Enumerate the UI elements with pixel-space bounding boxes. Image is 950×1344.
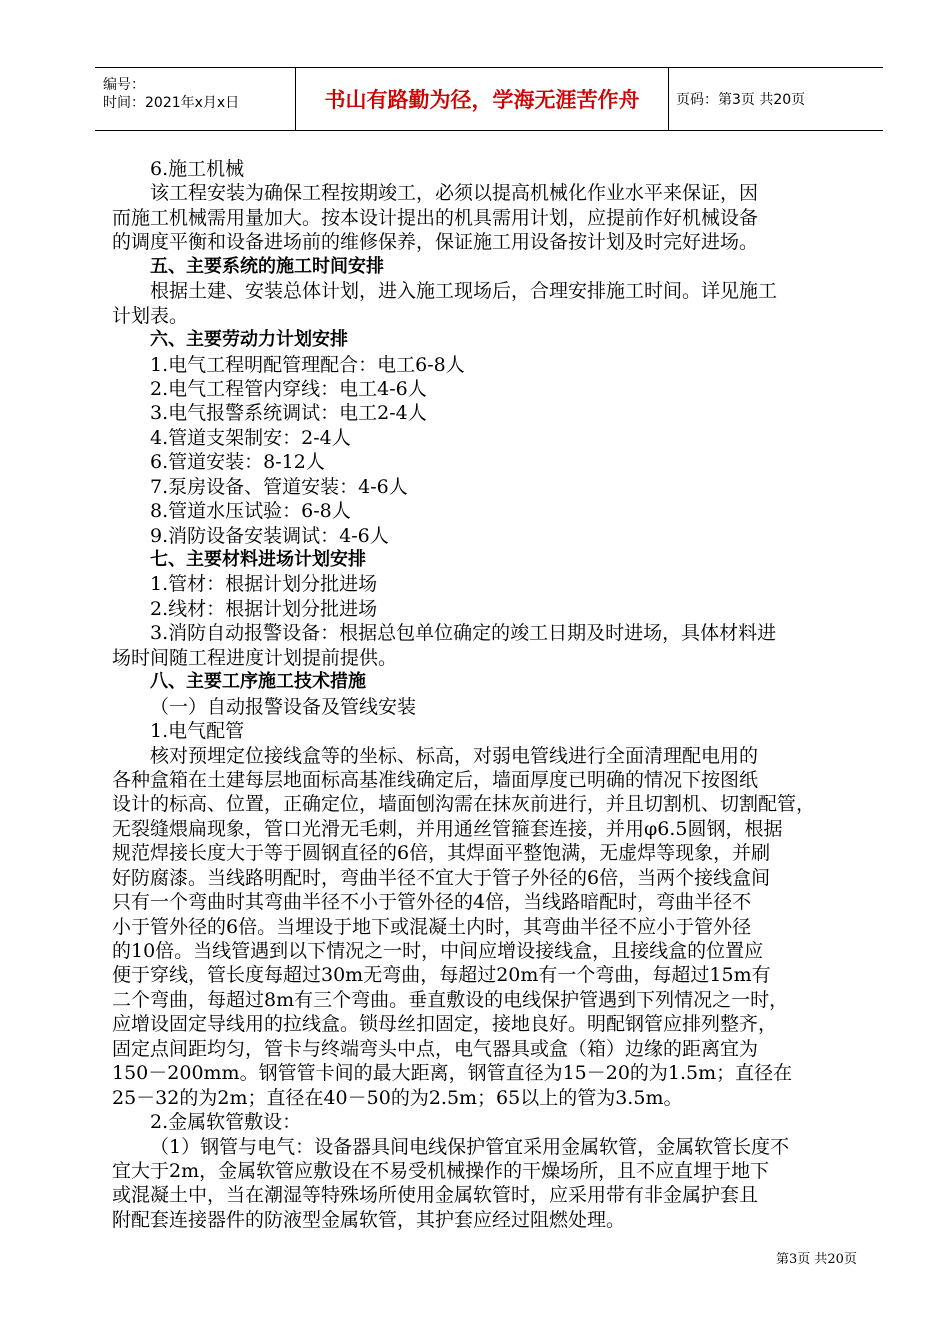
paragraph-line: 或混凝土中，当在潮湿等特殊场所使用金属软管时，应采用带有非金属护套且: [112, 1184, 759, 1207]
paragraph-line: 各种盒箱在土建每层地面标高基准线确定后，墙面厚度已明确的情况下按图纸: [112, 768, 759, 791]
page-header: [95, 67, 883, 131]
paragraph-line: 核对预埋定位接线盒等的坐标、标高，对弱电管线进行全面清理配电用的: [150, 744, 759, 767]
section-heading: 五、主要系统的施工时间安排: [150, 255, 384, 277]
list-item: 1.管材：根据计划分批进场: [150, 573, 378, 596]
list-item: 8.管道水压试验：6-8人: [150, 500, 351, 523]
list-item: 7.泵房设备、管道安装：4-6人: [150, 475, 408, 498]
list-item: 9.消防设备安装调试：4-6人: [150, 524, 389, 547]
number-label: 编号：: [103, 77, 145, 93]
paragraph-line: 小于管外径的6倍。当埋设于地下或混凝土内时，其弯曲半径不应小于管外径: [112, 915, 752, 938]
subheading: （一）自动报警设备及管线安装: [150, 695, 417, 718]
section-heading: 七、主要材料进场计划安排: [150, 549, 366, 570]
paragraph-line: 宜大于2m，金属软管应敷设在不易受机械操作的干燥场所，且不应直埋于地下: [112, 1159, 770, 1182]
subheading: 1.电气配管: [150, 720, 245, 743]
paragraph-line: 规范焊接长度大于等于圆钢直径的6倍，其焊面平整饱满，无虚焊等现象，并刷: [112, 842, 771, 865]
header-page-label: 页码：第3页 共20页: [676, 92, 806, 108]
section-heading: 八、主要工序施工技术措施: [150, 671, 366, 693]
paragraph-line: 应增设固定导线用的拉线盒。锁母丝扣固定，接地良好。明配钢管应排列整齐，: [112, 1013, 778, 1036]
paragraph-line: 设计的标高、位置，正确定位，墙面刨沟需在抹灰前进行，并且切割机、切割配管，: [112, 793, 816, 816]
list-item: 2.电气工程管内穿线：电工4-6人: [150, 377, 427, 400]
section-heading: 六、主要劳动力计划安排: [150, 329, 348, 351]
document-body: [112, 157, 875, 1232]
paragraph-line: 150－200mm。钢管管卡间的最大距离，钢管直径为15－20的为1.5m；直径在: [112, 1062, 793, 1085]
paragraph-line: 该工程安装为确保工程按期竣工，必须以提高机械化作业水平来保证，因: [150, 182, 759, 205]
paragraph-line: 附配套连接器件的防液型金属软管，其护套应经过阻燃处理。: [112, 1208, 626, 1231]
paragraph-line: 无裂缝煨扁现象，管口光滑无毛刺，并用通丝管箍套连接，并用φ6.5圆钢，根据: [112, 817, 783, 840]
list-item: 6.管道安装：8-12人: [150, 451, 325, 474]
list-item: 3.消防自动报警设备：根据总包单位确定的竣工日期及时进场，具体材料进: [150, 622, 777, 645]
paragraph-line: 的10倍。当线管遇到以下情况之一时，中间应增设接线盒，且接线盒的位置应: [112, 940, 764, 962]
paragraph-line: （1）钢管与电气：设备器具间电线保护管宜采用金属软管，金属软管长度不: [150, 1135, 790, 1158]
paragraph-line: 根据土建、安装总体计划，进入施工现场后，合理安排施工时间。详见施工: [150, 280, 778, 303]
header-meta: [95, 68, 295, 130]
motto-text: 书山有路勤为径，学海无涯苦作舟: [324, 88, 640, 112]
subheading: 2.金属软管敷设：: [150, 1111, 302, 1134]
list-item: 3.电气报警系统调试：电工2-4人: [150, 402, 427, 425]
header-motto: [295, 68, 669, 130]
paragraph-line: 好防腐漆。当线路明配时，弯曲半径不宜大于管子外径的6倍，当两个接线盒间: [112, 866, 771, 889]
paragraph-line: 25－32的为2m；直径在40－50的为2.5m；65以上的管为3.5m。: [112, 1086, 683, 1109]
paragraph-line: 而施工机械需用量加大。按本设计提出的机具需用计划，应提前作好机械设备: [112, 206, 759, 229]
paragraph-line: 的调度平衡和设备进场前的维修保养，保证施工用设备按计划及时完好进场。: [112, 231, 759, 254]
header-page: [668, 68, 883, 130]
list-item: 2.线材：根据计划分批进场: [150, 597, 378, 620]
paragraph-line: 二个弯曲，每超过8m有三个弯曲。垂直敷设的电线保护管遇到下列情况之一时，: [112, 988, 789, 1011]
list-item: 4.管道支架制安：2-4人: [150, 426, 351, 449]
paragraph-line: 固定点间距均匀，管卡与终端弯头中点，电气器具或盒（箱）边缘的距离宜为: [112, 1037, 759, 1060]
paragraph-line: 场时间随工程进度计划提前提供。: [112, 646, 398, 669]
paragraph-line: 只有一个弯曲时其弯曲半径不小于管外径的4倍，当线路暗配时，弯曲半径不: [112, 891, 752, 914]
paragraph-line: 便于穿线，管长度每超过30m无弯曲，每超过20m有一个弯曲，每超过15m有: [112, 964, 771, 987]
time-label: 时间：2021年x月x日: [103, 95, 240, 111]
list-item: 1.电气工程明配管理配合：电工6-8人: [150, 353, 465, 376]
subheading: 6.施工机械: [150, 158, 245, 180]
paragraph-line: 计划表。: [112, 304, 189, 327]
page-footer: 第3页 共20页: [776, 1252, 857, 1267]
